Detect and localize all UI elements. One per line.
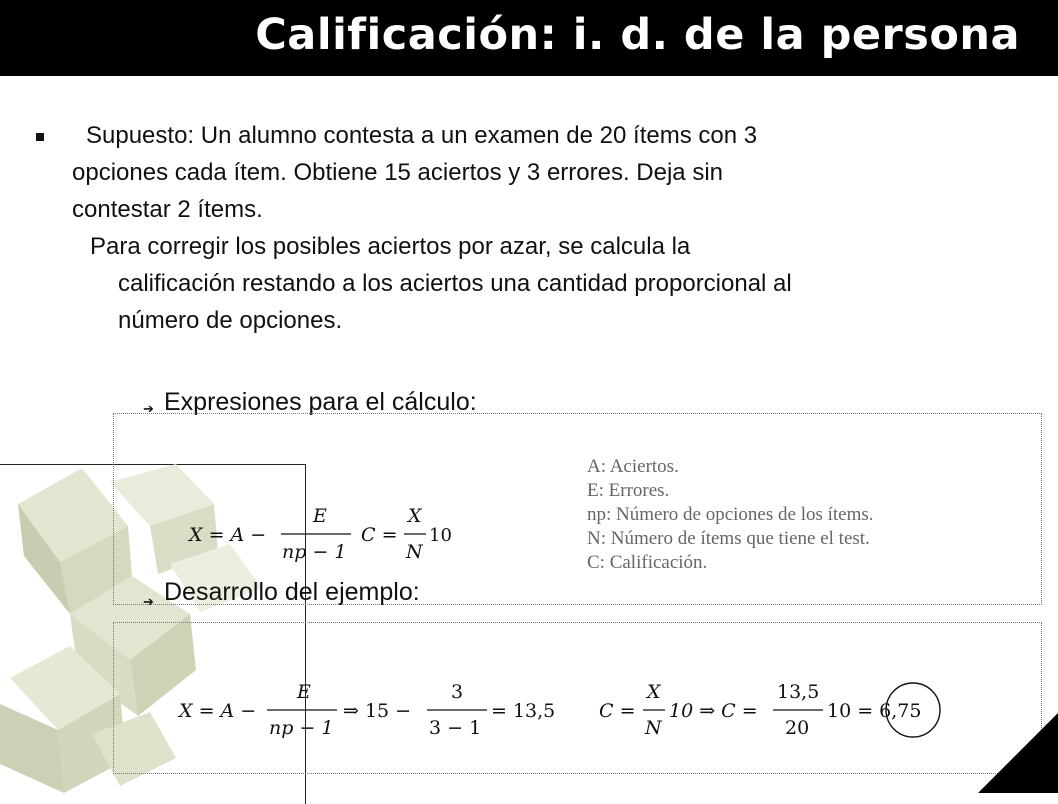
formula1-c-numerator: X [408,505,422,527]
bullet-line-2: opciones cada ítem. Obtiene 15 aciertos y 3 errores. Deja sin [72,159,723,186]
arrow-icon: ➔ [143,594,154,609]
bullet-line-1: Supuesto: Un alumno contesta a un examen de 20 ítems con 3 [86,122,758,149]
bullet-line-4: Para corregir los posibles aciertos por azar, se calcula la [90,233,691,260]
bullet-line-5: calificación restando a los aciertos una cantidad proporcional al [118,270,792,297]
formula-definitions [185,500,475,570]
title-bar [0,0,1058,76]
formula1-c-lhs: C = [361,524,398,546]
bullet-icon [36,133,44,141]
formula1-c-denominator: N [406,541,423,563]
formula2-result: = 13,5 [491,700,556,722]
formula2-lhs: X = A − [179,700,257,722]
legend-item: np: Número de opciones de los ítems. [587,504,874,525]
legend-item: C: Calificación. [587,552,708,573]
formula2-numerator: E [297,681,311,703]
formula2-c-numerator-2: 13,5 [777,681,820,703]
formula1-denominator: np − 1 [282,541,347,563]
formula2-c-denominator: N [645,717,662,739]
legend-item: A: Aciertos. [587,456,679,477]
formula2-step: ⇒ 15 − [343,700,412,722]
formula2-c-numerator: X [647,681,661,703]
bullet-line-6: número de opciones. [118,307,343,334]
formula1-numerator: E [313,505,327,527]
formula-example [175,672,965,752]
formula2-numerator-2: 3 [451,681,464,703]
legend-item: N: Número de ítems que tiene el test. [587,528,870,549]
slide-title: Calificación: i. d. de la persona [255,10,1020,60]
formula2-c-lhs: C = [599,700,636,722]
formula2-c-result: 10 = 6,75 [827,700,922,722]
formula2-denominator-2: 3 − 1 [429,717,482,739]
subheading-example: Desarrollo del ejemplo: [164,578,420,606]
variable-legend [587,455,874,575]
formula2-c-denominator-2: 20 [785,717,810,739]
legend-item: E: Errores. [587,480,670,501]
formula1-lhs: X = A − [189,524,267,546]
bullet-line-3: contestar 2 ítems. [72,196,263,223]
subheading-expressions: Expresiones para el cálculo: [164,388,477,416]
arrow-icon: ➔ [143,401,154,416]
formula2-c-step: 10 ⇒ C = [669,700,758,722]
corner-triangle-decoration [978,713,1058,793]
formula1-c-multiplier: 10 [429,525,452,546]
formula2-denominator: np − 1 [269,717,334,739]
